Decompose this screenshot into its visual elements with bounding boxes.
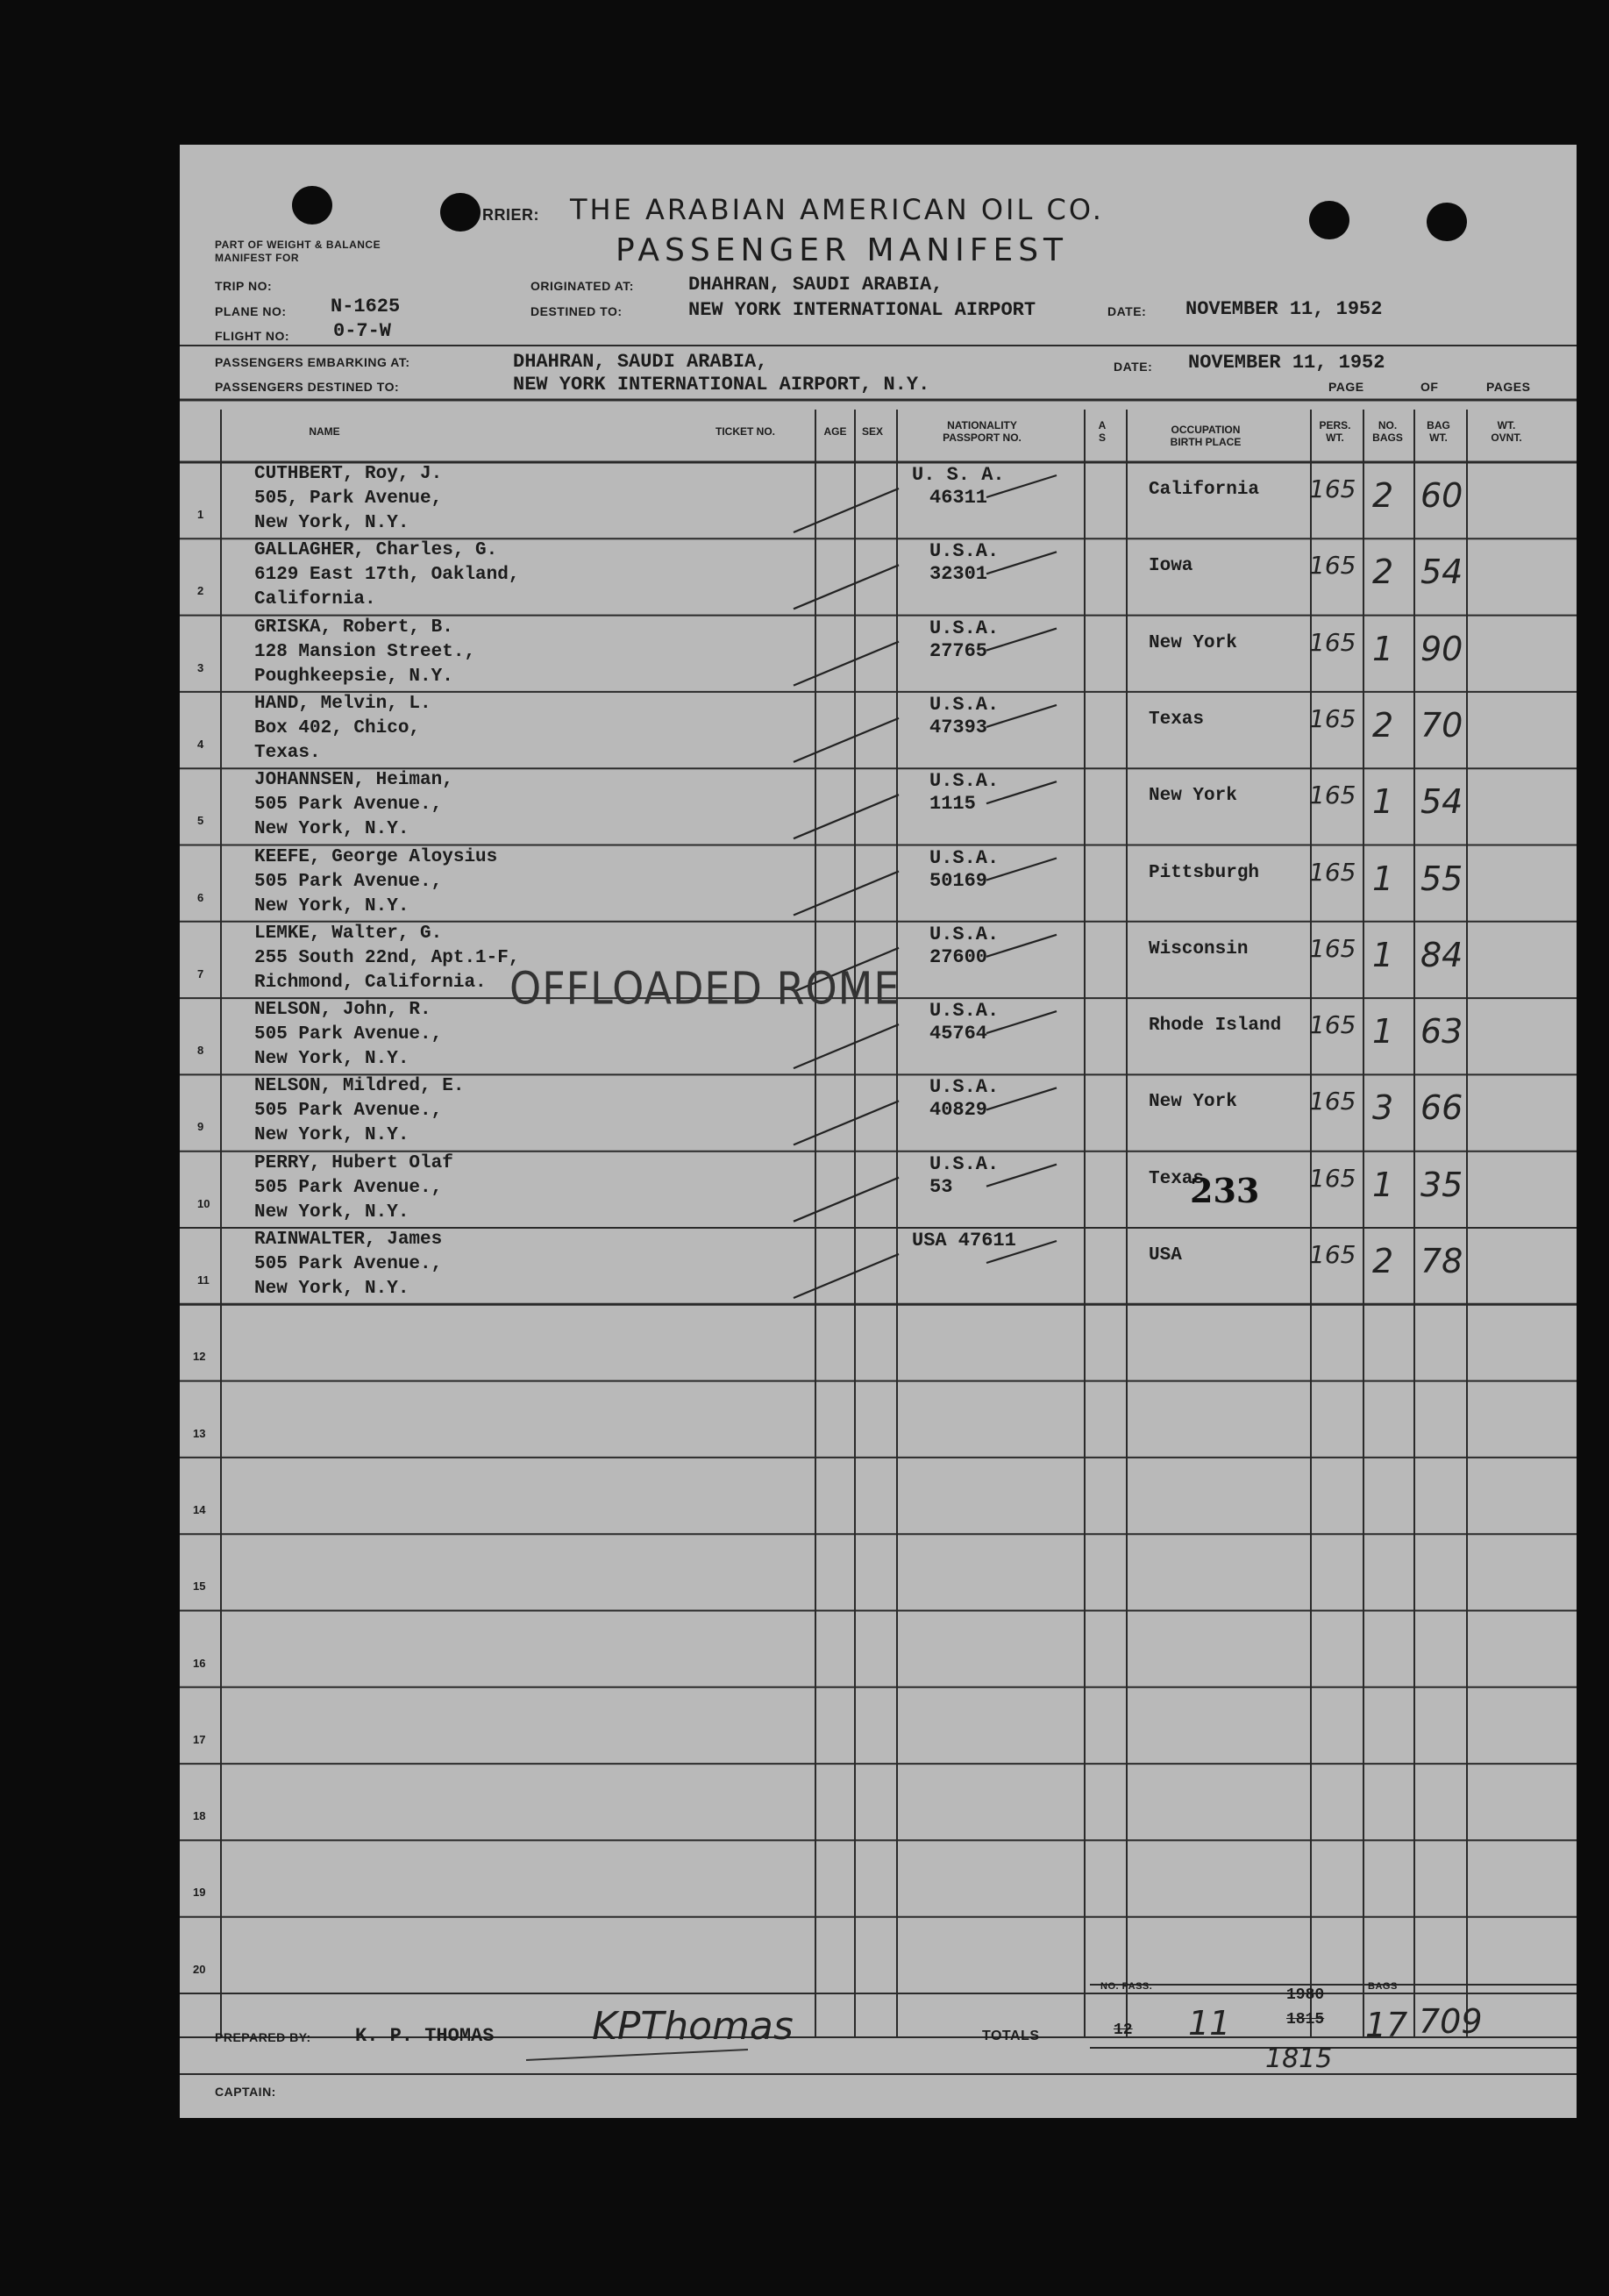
birth-place: Wisconsin [1149,938,1249,959]
no-bags: 1 [1372,1165,1394,1204]
bags-label: BAGS [1368,1981,1398,1992]
birth-place: New York [1149,632,1237,653]
col-header-nationality: NATIONALITY PASSPORT NO. [943,419,1022,444]
passenger-name-line: Poughkeepsie, N.Y. [254,666,453,687]
birth-place: USA [1149,1245,1182,1266]
col-header-name: NAME [309,425,340,438]
check-mark [794,1254,899,1298]
row-number: 8 [197,1044,204,1058]
row-number: 20 [193,1962,206,1976]
row-number: 18 [193,1809,206,1823]
bag-wt: 63 [1420,1012,1463,1052]
passenger-name-line: Box 402, Chico, [254,717,421,738]
no-bags: 3 [1372,1088,1394,1128]
passenger-name-line: New York, N.Y. [254,819,409,840]
passport-line: 1115 [929,793,976,816]
no-bags: 1 [1372,1012,1394,1052]
row-number: 17 [193,1732,206,1746]
passport-line: U.S.A. [929,540,1000,563]
passenger-name-line: GALLAGHER, Charles, G. [254,540,498,561]
bag-wt: 70 [1420,705,1463,745]
plane-no-label: PLANE NO: [215,304,287,318]
bag-wt: 35 [1420,1165,1463,1204]
pers-wt-struck-1: 1980 [1286,1986,1325,2004]
passport-line: USA 47611 [912,1230,1016,1251]
passenger-name-line: RAINWALTER, James [254,1230,443,1250]
passenger-name-line: LEMKE, Walter, G. [254,923,443,944]
embarking-label: PASSENGERS EMBARKING AT: [215,355,410,369]
pers-wt: 165 [1309,857,1356,887]
passenger-name-line: 128 Mansion Street., [254,641,476,662]
check-mark [794,565,899,609]
signature-underline [526,2050,748,2060]
row-number: 14 [193,1502,206,1516]
passport-line: 45764 [929,1023,988,1045]
passport-line: U. S. A. [912,464,1005,486]
trip-no-label: TRIP NO: [215,279,273,293]
passport-line: U.S.A. [929,923,1000,945]
passenger-name-line: New York, N.Y. [254,895,409,916]
passport-line: U.S.A. [929,693,1000,716]
passenger-name-line: 6129 East 17th, Oakland, [254,565,520,586]
passenger-name-line: New York, N.Y. [254,1279,409,1299]
bags-total: 17 [1365,2006,1408,2044]
check-mark [794,718,899,762]
passenger-name-line: NELSON, Mildred, E. [254,1076,465,1097]
no-pass-label: NO. PASS. [1100,1981,1153,1992]
bag-wt: 54 [1420,553,1463,592]
pers-wt-total: 1815 [1265,2043,1333,2074]
passenger-name-line: New York, N.Y. [254,1125,409,1146]
pers-wt: 165 [1309,627,1356,657]
row-number: 12 [193,1350,206,1364]
bag-wt: 55 [1420,859,1463,898]
bag-wt: 78 [1420,1242,1463,1280]
birth-place: Texas [1149,709,1205,730]
carrier-label: RRIER: [482,206,539,224]
bag-wt: 66 [1420,1088,1463,1128]
birth-place: New York [1149,1092,1237,1113]
pages-label: PAGES [1486,380,1531,394]
pass-destined-value: NEW YORK INTERNATIONAL AIRPORT, N.Y. [513,374,930,396]
of-label: OF [1420,380,1439,394]
passenger-name-line: New York, N.Y. [254,1049,409,1070]
originated-value: DHAHRAN, SAUDI ARABIA, [688,274,943,296]
form-title: PASSENGER MANIFEST [616,232,1069,268]
pers-wt-struck-2: 1815 [1286,2011,1325,2029]
passenger-name-line: KEEFE, George Aloysius [254,846,498,867]
row-number: 5 [197,814,204,828]
part-of-label-2: MANIFEST FOR [215,252,299,264]
prepared-by-label: PREPARED BY: [215,2030,311,2044]
bag-wt: 60 [1420,476,1463,515]
offloaded-stamp: OFFLOADED ROME [509,962,901,1015]
passenger-name-line: 505 Park Avenue., [254,1177,443,1198]
passport-line: U.S.A. [929,1152,1000,1175]
passenger-name-line: NELSON, John, R. [254,1000,431,1021]
passport-line: U.S.A. [929,617,1000,639]
passenger-name-line: JOHANNSEN, Heiman, [254,770,453,791]
birth-place: Texas [1149,1168,1205,1189]
row-number: 13 [193,1426,206,1440]
originated-label: ORIGINATED AT: [530,279,634,293]
no-bags: 1 [1372,629,1394,668]
plane-no-value: N-1625 [331,296,401,317]
passenger-name-line: 505 Park Avenue., [254,871,443,892]
row-number: 9 [197,1120,204,1134]
pass-destined-label: PASSENGERS DESTINED TO: [215,380,400,394]
col-header-ticket: TICKET NO. [716,425,775,438]
check-mark [794,795,899,838]
passport-line: 40829 [929,1099,988,1122]
totals-label: TOTALS [982,2029,1040,2043]
row-number: 6 [197,890,204,904]
birth-place: Rhode Island [1149,1016,1282,1037]
check-mark [794,642,899,686]
passport-line: U.S.A. [929,1076,1000,1099]
embarking-value: DHAHRAN, SAUDI ARABIA, [513,351,768,373]
passenger-name-line: Texas. [254,742,321,763]
flight-no-label: FLIGHT NO: [215,329,290,343]
pers-wt: 165 [1309,1240,1356,1269]
birth-place: Pittsburgh [1149,862,1260,883]
passenger-name-line: HAND, Melvin, L. [254,693,431,714]
row-number: 15 [193,1579,206,1594]
bag-wt: 84 [1420,935,1463,974]
col-header-age: AGE [823,425,847,438]
bag-wt: 90 [1420,629,1463,668]
no-bags: 1 [1372,782,1394,822]
row-number: 16 [193,1656,206,1670]
pers-wt: 165 [1309,474,1356,503]
col-header-bag-wt: BAG WT. [1427,419,1450,444]
passport-line: 32301 [929,563,988,586]
row-number: 1 [197,508,204,521]
date2-label: DATE: [1114,360,1153,374]
no-bags: 2 [1372,705,1394,745]
date-label: DATE: [1107,304,1147,318]
no-bags: 2 [1372,1242,1394,1280]
col-header-pers-wt: PERS. WT. [1319,419,1351,444]
passenger-name-line: California. [254,589,376,610]
passenger-name-line: 505 Park Avenue., [254,795,443,816]
destined-value: NEW YORK INTERNATIONAL AIRPORT [688,299,1036,321]
col-header-no-bags: NO. BAGS [1372,419,1403,444]
birth-place: New York [1149,786,1237,807]
passport-line: 46311 [929,487,988,509]
pers-wt: 165 [1309,1163,1356,1193]
row-number: 11 [197,1273,210,1287]
check-mark [794,1101,899,1144]
manifest-sheet [180,145,1577,2118]
check-mark [794,872,899,916]
col-header-wt-ovnt: WT. OVNT. [1491,419,1522,444]
check-mark [794,488,899,532]
no-bags: 2 [1372,476,1394,515]
passport-line: 53 [929,1175,953,1198]
bag-wt: 54 [1420,782,1463,822]
passenger-name-line: New York, N.Y. [254,1201,409,1223]
passport-line: 27600 [929,945,988,968]
passport-line: 47393 [929,716,988,738]
passenger-name-line: 505, Park Avenue, [254,488,443,509]
destined-label: DESTINED TO: [530,304,623,318]
no-bags: 1 [1372,859,1394,898]
col-header-sex: SEX [861,425,883,438]
row-number: 2 [197,584,204,598]
passenger-name-line: GRISKA, Robert, B. [254,617,453,638]
pers-wt: 165 [1309,781,1356,810]
col-header-as: A S [1098,419,1107,444]
col-header-occupation: OCCUPATION BIRTH PLACE [1170,424,1242,448]
birth-place: California [1149,480,1260,500]
pers-wt: 165 [1309,1087,1356,1116]
passport-line: 27765 [929,639,988,662]
signature: KPThomas [592,2004,794,2049]
date-value: NOVEMBER 11, 1952 [1185,298,1383,320]
passenger-name-line: 505 Park Avenue., [254,1024,443,1045]
pers-wt: 165 [1309,933,1356,963]
part-of-label: PART OF WEIGHT & BALANCE [215,239,381,251]
passport-line: U.S.A. [929,846,1000,869]
passenger-name-line: 505 Park Avenue., [254,1101,443,1122]
passport-line: 50169 [929,869,988,892]
prepared-by-value: K. P. THOMAS [355,2025,495,2047]
row-number: 19 [193,1886,206,1900]
no-pass-total: 11 [1188,2004,1231,2043]
pers-wt: 165 [1309,551,1356,581]
birth-place: Iowa [1149,556,1193,577]
date2-value: NOVEMBER 11, 1952 [1188,352,1385,374]
check-mark [794,1024,899,1068]
no-bags: 2 [1372,553,1394,592]
bag-wt-total: 709 [1419,2002,1483,2041]
passenger-name-line: 255 South 22nd, Apt.1-F, [254,947,520,968]
passport-line: U.S.A. [929,770,1000,793]
pers-wt: 165 [1309,1010,1356,1040]
pers-wt: 165 [1309,703,1356,733]
passport-line: U.S.A. [929,1000,1000,1023]
flight-no-value: 0-7-W [333,320,392,342]
row-number: 4 [197,737,204,751]
captain-label: CAPTAIN: [215,2085,276,2099]
passenger-name-line: PERRY, Hubert Olaf [254,1152,453,1173]
row-number: 7 [197,966,204,980]
page-number-stamp: 233 [1190,1171,1260,1210]
row-number: 10 [197,1196,210,1210]
no-bags: 1 [1372,935,1394,974]
passenger-name-line: New York, N.Y. [254,513,409,533]
page-label: PAGE [1328,380,1364,394]
carrier-name: THE ARABIAN AMERICAN OIL CO. [570,193,1104,226]
no-pass-struck: 12 [1114,2021,1133,2039]
row-number: 3 [197,660,204,674]
check-mark [794,1178,899,1222]
passenger-name-line: CUTHBERT, Roy, J. [254,464,443,484]
passenger-name-line: Richmond, California. [254,972,487,993]
passenger-name-line: 505 Park Avenue., [254,1254,443,1274]
